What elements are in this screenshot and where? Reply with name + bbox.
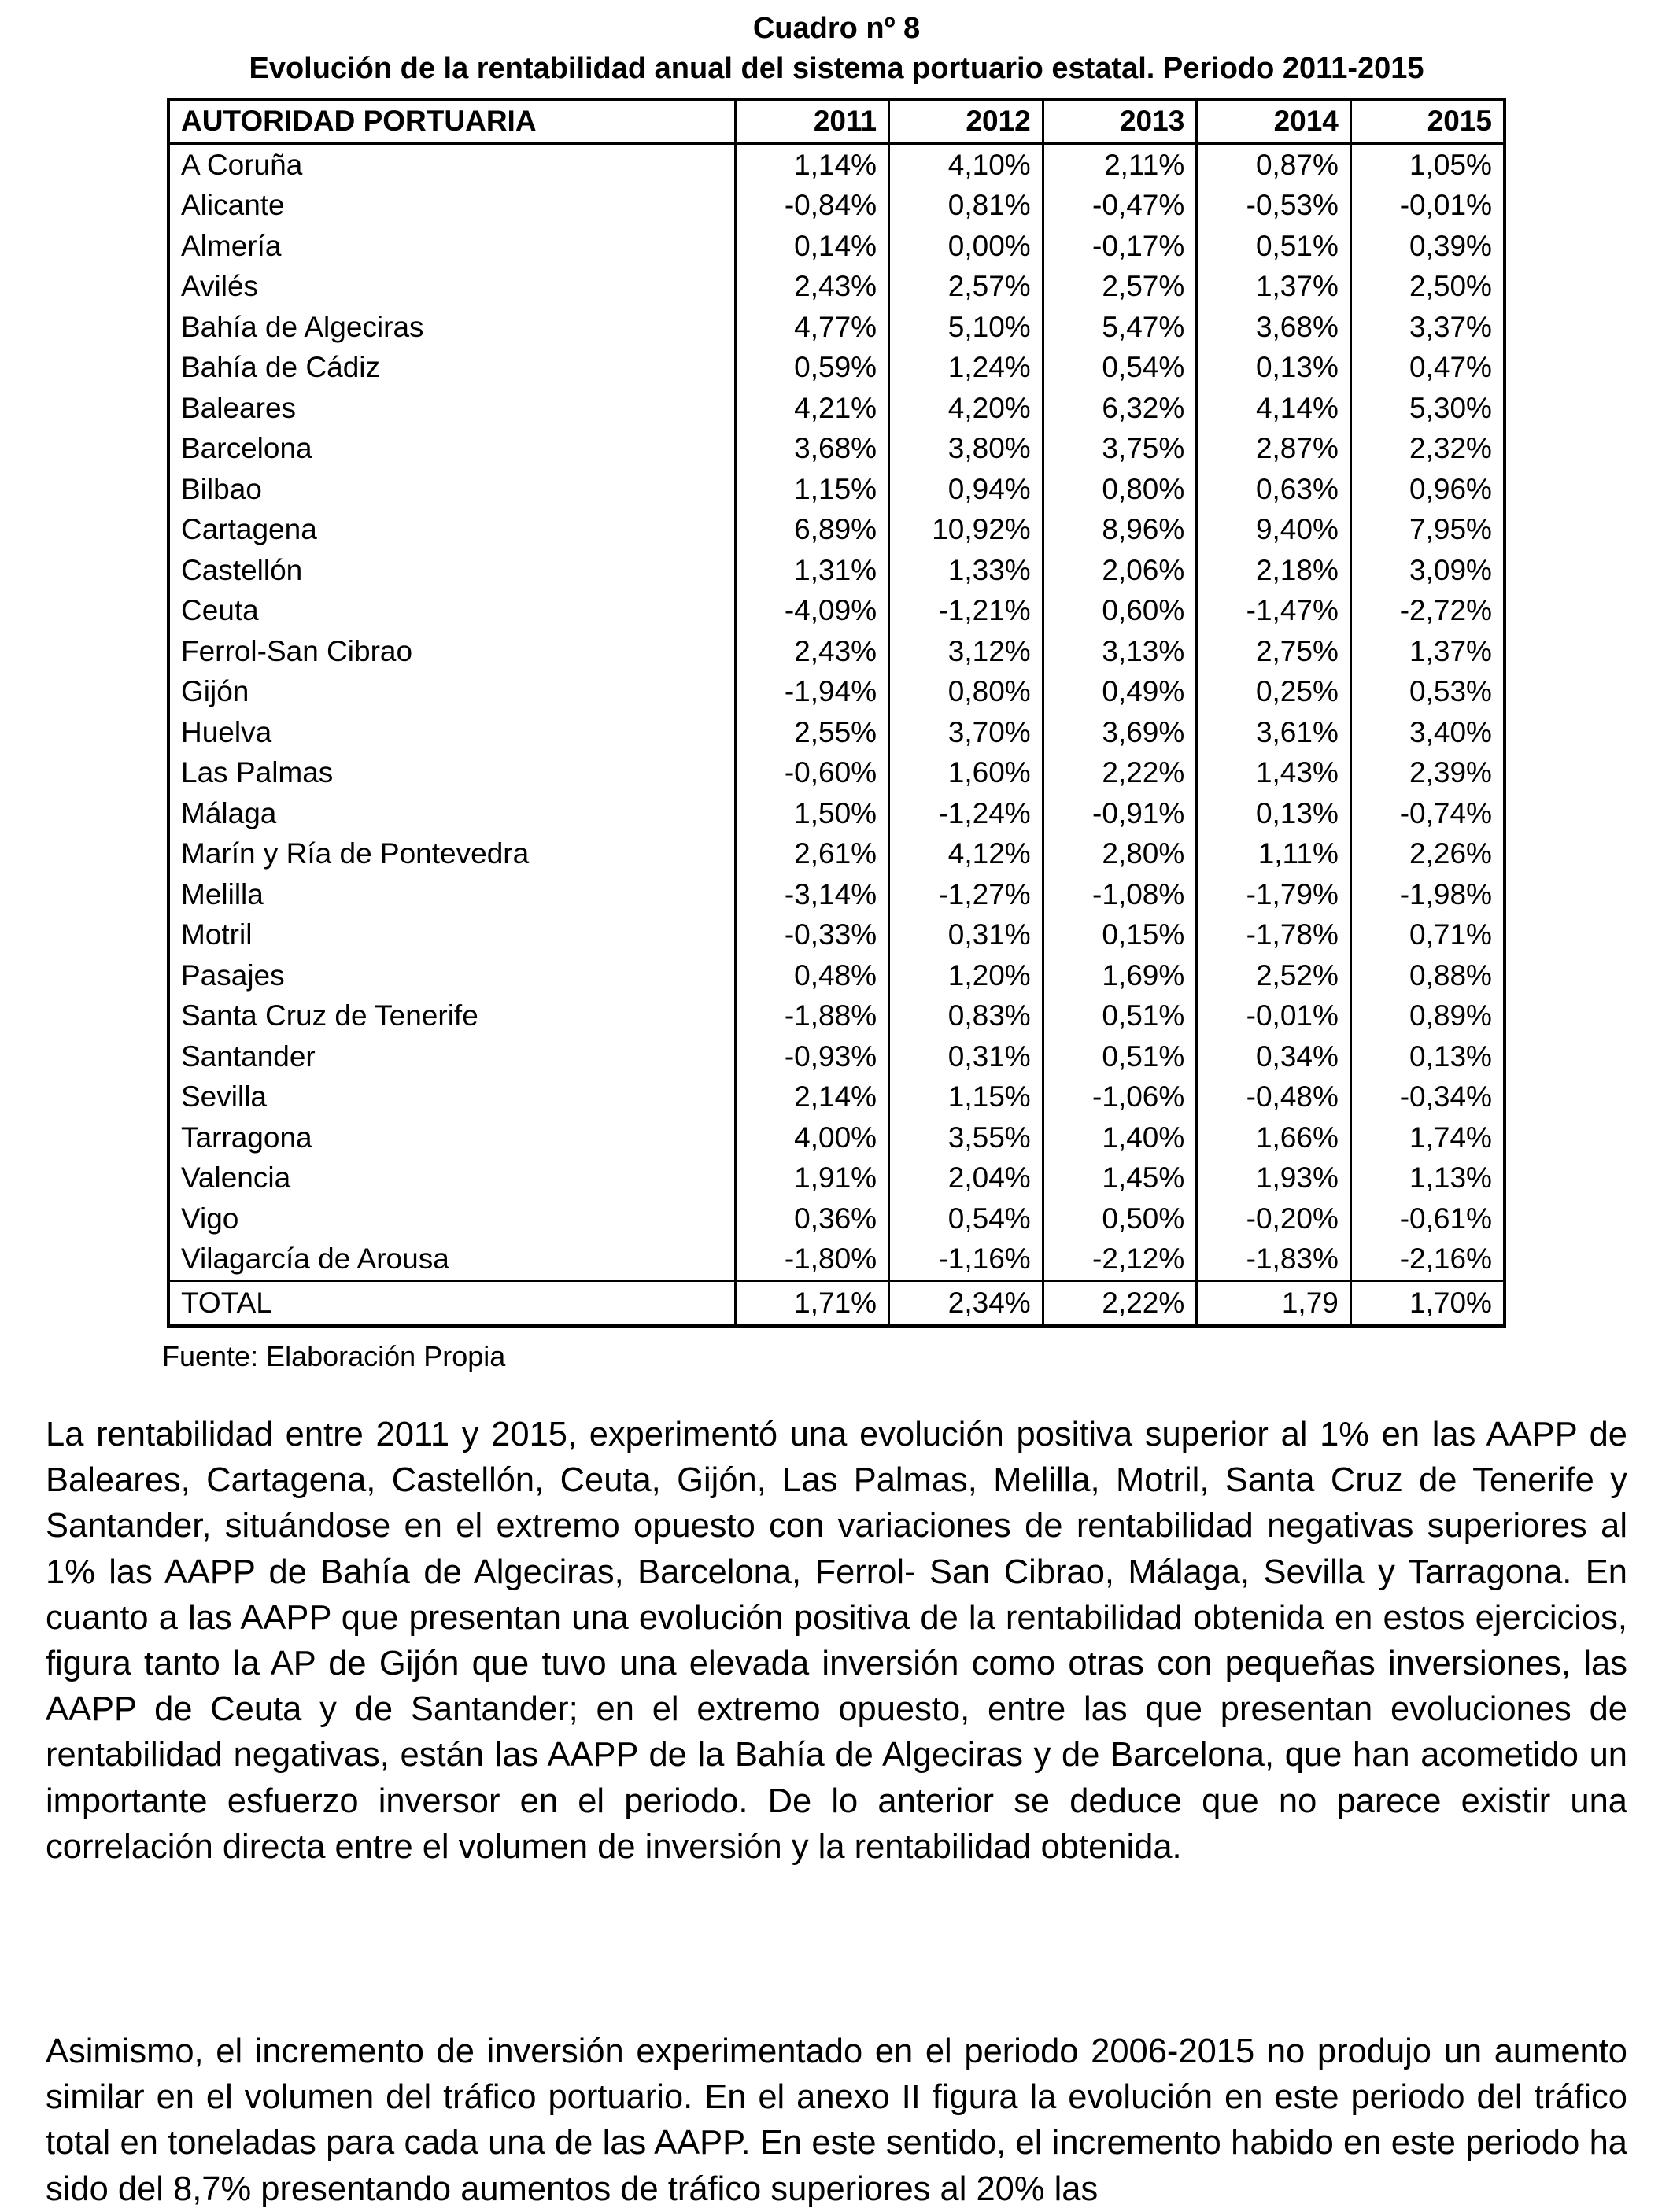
header-year: 2013 (1043, 99, 1197, 143)
profitability-value: 3,68% (1197, 307, 1351, 348)
profitability-value: -0,91% (1043, 793, 1197, 834)
profitability-value: 1,14% (735, 143, 889, 186)
port-authority-name: Baleares (181, 391, 297, 424)
profitability-value: 0,53% (1350, 672, 1505, 713)
port-authority-name: Gijón (181, 675, 249, 708)
port-authority-name: Cartagena (181, 513, 317, 546)
profitability-value: 0,87% (1197, 143, 1351, 186)
table-row (168, 955, 1505, 996)
profitability-value: 1,05% (1350, 143, 1505, 186)
profitability-value: 4,10% (889, 143, 1043, 186)
port-authority-name: Valencia (181, 1161, 291, 1195)
profitability-value: 1,31% (735, 550, 889, 591)
profitability-value: 3,09% (1350, 550, 1505, 591)
profitability-value: 2,22% (1043, 753, 1197, 794)
profitability-value: 0,83% (889, 996, 1043, 1037)
profitability-value: 0,63% (1197, 469, 1351, 510)
profitability-value: 0,59% (735, 348, 889, 389)
port-authority-name: Santander (181, 1040, 316, 1073)
table-row (168, 469, 1505, 510)
profitability-value: 0,50% (1043, 1198, 1197, 1239)
profitability-value: 0,51% (1197, 226, 1351, 267)
profitability-value: 2,55% (735, 712, 889, 753)
profitability-value: 6,32% (1043, 388, 1197, 429)
profitability-value: -0,47% (1043, 186, 1197, 227)
table-body (168, 143, 1505, 1281)
table-row (168, 429, 1505, 470)
profitability-value: 1,13% (1350, 1158, 1505, 1199)
profitability-value: 1,40% (1043, 1117, 1197, 1158)
profitability-value: 3,12% (889, 631, 1043, 672)
profitability-value: -2,16% (1350, 1239, 1505, 1281)
table-row (168, 550, 1505, 591)
profitability-value: 5,30% (1350, 388, 1505, 429)
profitability-value: 2,14% (735, 1077, 889, 1118)
profitability-value: 0,54% (1043, 348, 1197, 389)
port-authority-name: Tarragona (181, 1121, 312, 1154)
port-authority-name: Barcelona (181, 432, 312, 465)
profitability-value: 2,43% (735, 267, 889, 308)
port-authority-name: Pasajes (181, 958, 285, 992)
profitability-value: 0,51% (1043, 1036, 1197, 1077)
profitability-value: 9,40% (1197, 510, 1351, 551)
profitability-value: 2,61% (735, 834, 889, 875)
profitability-value: 0,89% (1350, 996, 1505, 1037)
table-row (168, 1239, 1505, 1281)
profitability-value: 1,74% (1350, 1117, 1505, 1158)
profitability-value: 4,20% (889, 388, 1043, 429)
profitability-value: -0,93% (735, 1036, 889, 1077)
port-authority-name: Castellón (181, 553, 303, 586)
table-total-row (168, 1281, 1505, 1327)
body-paragraph: La rentabilidad entre 2011 y 2015, experimentó una evolución positiva superior al 1% en las AAPP de Baleares, Cartagena, Castellón, Ceuta, Gijón, Las Palmas, Melilla, Motril, Santa Cruz de Tenerife y Santander, situándose en el extremo opuesto con variaciones de rentabilidad negativas superiores al 1% las AAPP de Bahía de Algeciras, Barcelona, Ferrol- San Cibrao, Málaga, Sevilla y Tarragona. En cuanto a las AAPP que presentan una evolución positiva de la rentabilidad obtenida en estos ejercicios, figura tanto la AP de Gijón que tuvo una elevada inversión como otras con pequeñas inversiones, las AAPP de Ceuta y de Santander; en el extremo opuesto, entre las que presentan evoluciones de rentabilidad negativas, están las AAPP de la Bahía de Algeciras y de Barcelona, que han acometido un importante esfuerzo inversor en el periodo. De lo anterior se deduce que no parece existir una correlación directa entre el volumen de inversión y la rentabilidad obtenida. (46, 1416, 1627, 1866)
profitability-value: 1,45% (1043, 1158, 1197, 1199)
profitability-value: 3,61% (1197, 712, 1351, 753)
profitability-value: 2,50% (1350, 267, 1505, 308)
port-authority-name: Málaga (181, 796, 277, 829)
profitability-value: -1,16% (889, 1239, 1043, 1281)
total-value: 1,79 (1197, 1281, 1351, 1327)
profitability-value: -0,34% (1350, 1077, 1505, 1118)
profitability-value: 0,49% (1043, 672, 1197, 713)
port-authority-name: Bahía de Algeciras (181, 310, 424, 343)
profitability-value: 2,26% (1350, 834, 1505, 875)
table-row (168, 996, 1505, 1037)
profitability-value: 1,37% (1197, 267, 1351, 308)
profitability-value: 2,18% (1197, 550, 1351, 591)
profitability-value: 2,57% (1043, 267, 1197, 308)
profitability-value: 4,77% (735, 307, 889, 348)
profitability-value: -0,61% (1350, 1198, 1505, 1239)
profitability-value: 1,66% (1197, 1117, 1351, 1158)
header-port-authority: AUTORIDAD PORTUARIA (168, 99, 735, 143)
profitability-value: -1,08% (1043, 874, 1197, 915)
total-value: 1,70% (1350, 1281, 1505, 1327)
port-authority-name: Bahía de Cádiz (181, 351, 381, 384)
profitability-value: 1,69% (1043, 955, 1197, 996)
profitability-value: 0,81% (889, 186, 1043, 227)
total-value: 2,22% (1043, 1281, 1197, 1327)
table-row (168, 793, 1505, 834)
profitability-value: -1,27% (889, 874, 1043, 915)
profitability-value: 5,10% (889, 307, 1043, 348)
profitability-value: 0,80% (1043, 469, 1197, 510)
body-paragraph: Asimismo, el incremento de inversión experimentado en el periodo 2006-2015 no produjo un aumento similar en el volumen del tráfico portuario. En el anexo II figura la evolución en este periodo del tráfico total en toneladas para cada una de las AAPP. En este sentido, el incremento habido en este periodo ha sido del 8,7% presentando aumentos de tráfico superiores al 20% las (46, 2033, 1627, 2208)
port-authority-name: Ceuta (181, 594, 259, 627)
profitability-value: 1,37% (1350, 631, 1505, 672)
table-row (168, 591, 1505, 632)
profitability-value: 0,88% (1350, 955, 1505, 996)
profitability-value: 0,31% (889, 915, 1043, 956)
profitability-value: -0,33% (735, 915, 889, 956)
profitability-value: -1,98% (1350, 874, 1505, 915)
profitability-value: -1,83% (1197, 1239, 1351, 1281)
port-authority-name: Marín y Ría de Pontevedra (181, 837, 530, 870)
profitability-value: 6,89% (735, 510, 889, 551)
profitability-value: 1,15% (735, 469, 889, 510)
profitability-value: 0,13% (1350, 1036, 1505, 1077)
profitability-value: -1,79% (1197, 874, 1351, 915)
table-title: Evolución de la rentabilidad anual del sistema portuario estatal. Periodo 2011-2015 (249, 52, 1424, 85)
profitability-value: 0,71% (1350, 915, 1505, 956)
table-row (168, 834, 1505, 875)
profitability-value: 0,47% (1350, 348, 1505, 389)
profitability-value: 1,93% (1197, 1158, 1351, 1199)
profitability-value: 1,24% (889, 348, 1043, 389)
port-authority-name: Avilés (181, 270, 259, 303)
total-label: TOTAL (168, 1281, 735, 1327)
profitability-value: -0,53% (1197, 186, 1351, 227)
header-year: 2015 (1350, 99, 1505, 143)
profitability-value: 1,33% (889, 550, 1043, 591)
header-year: 2012 (889, 99, 1043, 143)
profitability-value: 7,95% (1350, 510, 1505, 551)
port-authority-name: Sevilla (181, 1080, 267, 1113)
port-authority-name: Alicante (181, 189, 285, 222)
port-authority-name: Las Palmas (181, 756, 334, 789)
profitability-value: 4,12% (889, 834, 1043, 875)
profitability-value: 0,15% (1043, 915, 1197, 956)
profitability-value: 3,80% (889, 429, 1043, 470)
table-row (168, 712, 1505, 753)
table-row (168, 348, 1505, 389)
profitability-value: -0,48% (1197, 1077, 1351, 1118)
table-row (168, 388, 1505, 429)
table-row (168, 1036, 1505, 1077)
profitability-value: 3,13% (1043, 631, 1197, 672)
profitability-value: 3,75% (1043, 429, 1197, 470)
table-row (168, 1198, 1505, 1239)
profitability-value: 2,80% (1043, 834, 1197, 875)
profitability-value: 2,32% (1350, 429, 1505, 470)
profitability-value: -0,01% (1197, 996, 1351, 1037)
profitability-value: 2,06% (1043, 550, 1197, 591)
profitability-value: 1,11% (1197, 834, 1351, 875)
port-authority-name: A Coruña (181, 148, 303, 181)
total-value: 1,71% (735, 1281, 889, 1327)
profitability-value: 2,43% (735, 631, 889, 672)
profitability-value: -1,06% (1043, 1077, 1197, 1118)
table-header-row (168, 99, 1505, 143)
profitability-value: 2,57% (889, 267, 1043, 308)
profitability-value: -1,24% (889, 793, 1043, 834)
profitability-value: 0,54% (889, 1198, 1043, 1239)
profitability-value: 4,21% (735, 388, 889, 429)
profitability-value: -2,72% (1350, 591, 1505, 632)
profitability-value: -1,94% (735, 672, 889, 713)
profitability-value: 2,75% (1197, 631, 1351, 672)
profitability-value: 2,04% (889, 1158, 1043, 1199)
profitability-value: 1,60% (889, 753, 1043, 794)
port-authority-name: Santa Cruz de Tenerife (181, 999, 478, 1032)
profitability-value: 8,96% (1043, 510, 1197, 551)
port-authority-name: Melilla (181, 877, 264, 910)
profitability-value: 4,00% (735, 1117, 889, 1158)
profitability-value: 1,91% (735, 1158, 889, 1199)
profitability-value: 3,37% (1350, 307, 1505, 348)
profitability-value: 0,31% (889, 1036, 1043, 1077)
table-row (168, 874, 1505, 915)
port-authority-name: Motril (181, 918, 253, 951)
profitability-value: 3,55% (889, 1117, 1043, 1158)
table-row (168, 1077, 1505, 1118)
port-authority-name: Vigo (181, 1202, 239, 1235)
profitability-value: 3,70% (889, 712, 1043, 753)
profitability-value: -1,21% (889, 591, 1043, 632)
profitability-value: 0,51% (1043, 996, 1197, 1037)
table-row (168, 186, 1505, 227)
profitability-value: 3,40% (1350, 712, 1505, 753)
table-row (168, 753, 1505, 794)
profitability-value: 3,68% (735, 429, 889, 470)
table-row (168, 1117, 1505, 1158)
profitability-value: 2,87% (1197, 429, 1351, 470)
profitability-value: 0,13% (1197, 793, 1351, 834)
profitability-value: -0,01% (1350, 186, 1505, 227)
port-authority-name: Vilagarcía de Arousa (181, 1243, 449, 1276)
profitability-value: -0,17% (1043, 226, 1197, 267)
profitability-table (167, 98, 1506, 1328)
profitability-value: 3,69% (1043, 712, 1197, 753)
profitability-value: -1,88% (735, 996, 889, 1037)
profitability-value: 0,96% (1350, 469, 1505, 510)
table-row (168, 1158, 1505, 1199)
profitability-value: 1,15% (889, 1077, 1043, 1118)
table-row (168, 307, 1505, 348)
profitability-value: -0,60% (735, 753, 889, 794)
port-authority-name: Ferrol-San Cibrao (181, 634, 413, 667)
profitability-value: -0,84% (735, 186, 889, 227)
profitability-value: -2,12% (1043, 1239, 1197, 1281)
profitability-value: 0,34% (1197, 1036, 1351, 1077)
profitability-value: 2,52% (1197, 955, 1351, 996)
table-row (168, 510, 1505, 551)
profitability-value: -1,78% (1197, 915, 1351, 956)
profitability-value: -1,47% (1197, 591, 1351, 632)
profitability-value: -4,09% (735, 591, 889, 632)
profitability-value: 4,14% (1197, 388, 1351, 429)
profitability-value: 10,92% (889, 510, 1043, 551)
table-row (168, 267, 1505, 308)
profitability-value: 0,13% (1197, 348, 1351, 389)
profitability-value: -0,20% (1197, 1198, 1351, 1239)
profitability-value: 2,11% (1043, 143, 1197, 186)
table-row (168, 226, 1505, 267)
profitability-value: 0,00% (889, 226, 1043, 267)
header-year: 2014 (1197, 99, 1351, 143)
table-row (168, 915, 1505, 956)
table-row (168, 672, 1505, 713)
profitability-value: 0,36% (735, 1198, 889, 1239)
profitability-value: 0,25% (1197, 672, 1351, 713)
port-authority-name: Huelva (181, 715, 272, 748)
profitability-value: 0,80% (889, 672, 1043, 713)
profitability-value: -0,74% (1350, 793, 1505, 834)
profitability-value: 5,47% (1043, 307, 1197, 348)
profitability-value: 1,20% (889, 955, 1043, 996)
profitability-value: 0,14% (735, 226, 889, 267)
profitability-value: 1,43% (1197, 753, 1351, 794)
header-year: 2011 (735, 99, 889, 143)
profitability-value: 0,60% (1043, 591, 1197, 632)
profitability-value: 1,50% (735, 793, 889, 834)
table-number: Cuadro nº 8 (752, 12, 921, 45)
profitability-value: 2,39% (1350, 753, 1505, 794)
total-value: 2,34% (889, 1281, 1043, 1327)
profitability-value: 0,39% (1350, 226, 1505, 267)
table-row (168, 143, 1505, 186)
source-note: Fuente: Elaboración Propia (162, 1340, 506, 1372)
profitability-value: -3,14% (735, 874, 889, 915)
table-row (168, 631, 1505, 672)
profitability-value: 0,94% (889, 469, 1043, 510)
profitability-value: -1,80% (735, 1239, 889, 1281)
profitability-value: 0,48% (735, 955, 889, 996)
port-authority-name: Bilbao (181, 472, 262, 505)
port-authority-name: Almería (181, 229, 282, 262)
